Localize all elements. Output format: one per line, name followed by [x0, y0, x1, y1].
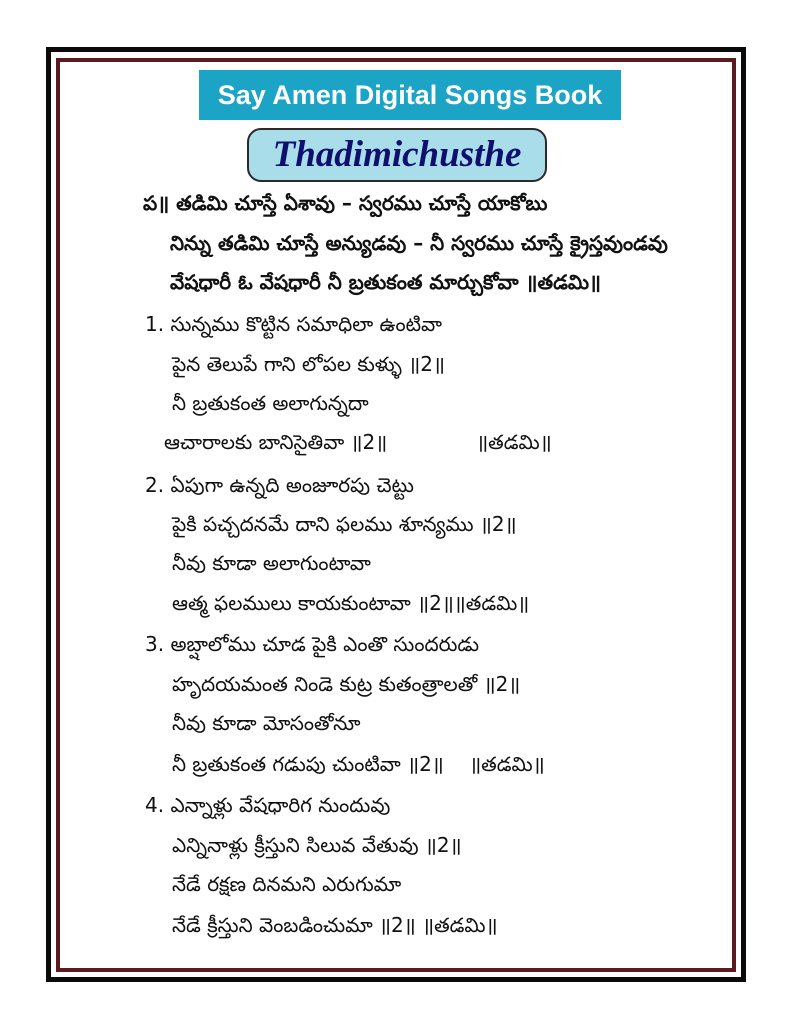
refrain-line: వేషధారీ ఓ వేషధారీ నీ బ్రతుకంత మార్చుకోవా ॥తడమి॥ — [170, 270, 602, 294]
refrain-line: ప॥ తడిమి చూస్తే ఏశావు – స్వరము చూస్తే యాకోబు — [143, 191, 548, 215]
refrain-line: నిన్ను తడిమి చూస్తే అన్యుడవు – నీ స్వరము చూస్తే క్రైస్తవుండవు — [170, 231, 668, 255]
verse-line: 1. సున్నము కొట్టిన సమాధిలా ఉంటివా — [145, 312, 443, 336]
verse-line: నేడే రక్షణ దినమని ఎరుగుమా — [172, 872, 402, 896]
book-banner: Say Amen Digital Songs Book — [199, 70, 621, 120]
verse-line: ఆచారాలకు బానిసైతివా ॥2॥ ॥తడమి॥ — [164, 430, 552, 454]
verse-line: 4. ఎన్నాళ్లు వేషధారిగ నుందువు — [145, 793, 391, 817]
verse-line: పైన తెలుపే గాని లోపల కుళ్ళు ॥2॥ — [172, 352, 445, 376]
verse-line: ఆత్మ ఫలములు కాయకుంటావా ॥2॥॥తడమి॥ — [172, 591, 530, 615]
verse-line: పైకి పచ్చదనమే దాని ఫలము శూన్యము ॥2॥ — [172, 512, 517, 536]
verse-line: 3. అబ్షాలోము చూడ పైకి ఎంతొ సుందరుడు — [145, 632, 480, 656]
verse-line: 2. ఏపుగా ఉన్నది అంజూరపు చెట్టు — [145, 473, 414, 497]
verse-line: నీవు కూడా అలాగుంటావా — [172, 551, 371, 575]
verse-line: నేడే క్రీస్తుని వెంబడించుమా ॥2॥ ॥తడమి॥ — [172, 913, 498, 937]
verse-line: నీ బ్రతుకంత గడుపు చుంటివా ॥2॥ ॥తడమి॥ — [172, 752, 545, 776]
song-title-box — [247, 128, 547, 182]
verse-line: నీ బ్రతుకంత అలాగున్నదా — [172, 391, 369, 415]
verse-line: ఎన్నినాళ్లు క్రీస్తుని సిలువ వేతువు ॥2॥ — [172, 833, 462, 857]
song-title: Thadimichusthe — [272, 134, 522, 175]
verse-line: నీవు కూడా మోసంతోనూ — [172, 711, 361, 735]
verse-line: హృదయమంత నిండె కుట్ర కుతంత్రాలతో ॥2॥ — [172, 672, 521, 696]
